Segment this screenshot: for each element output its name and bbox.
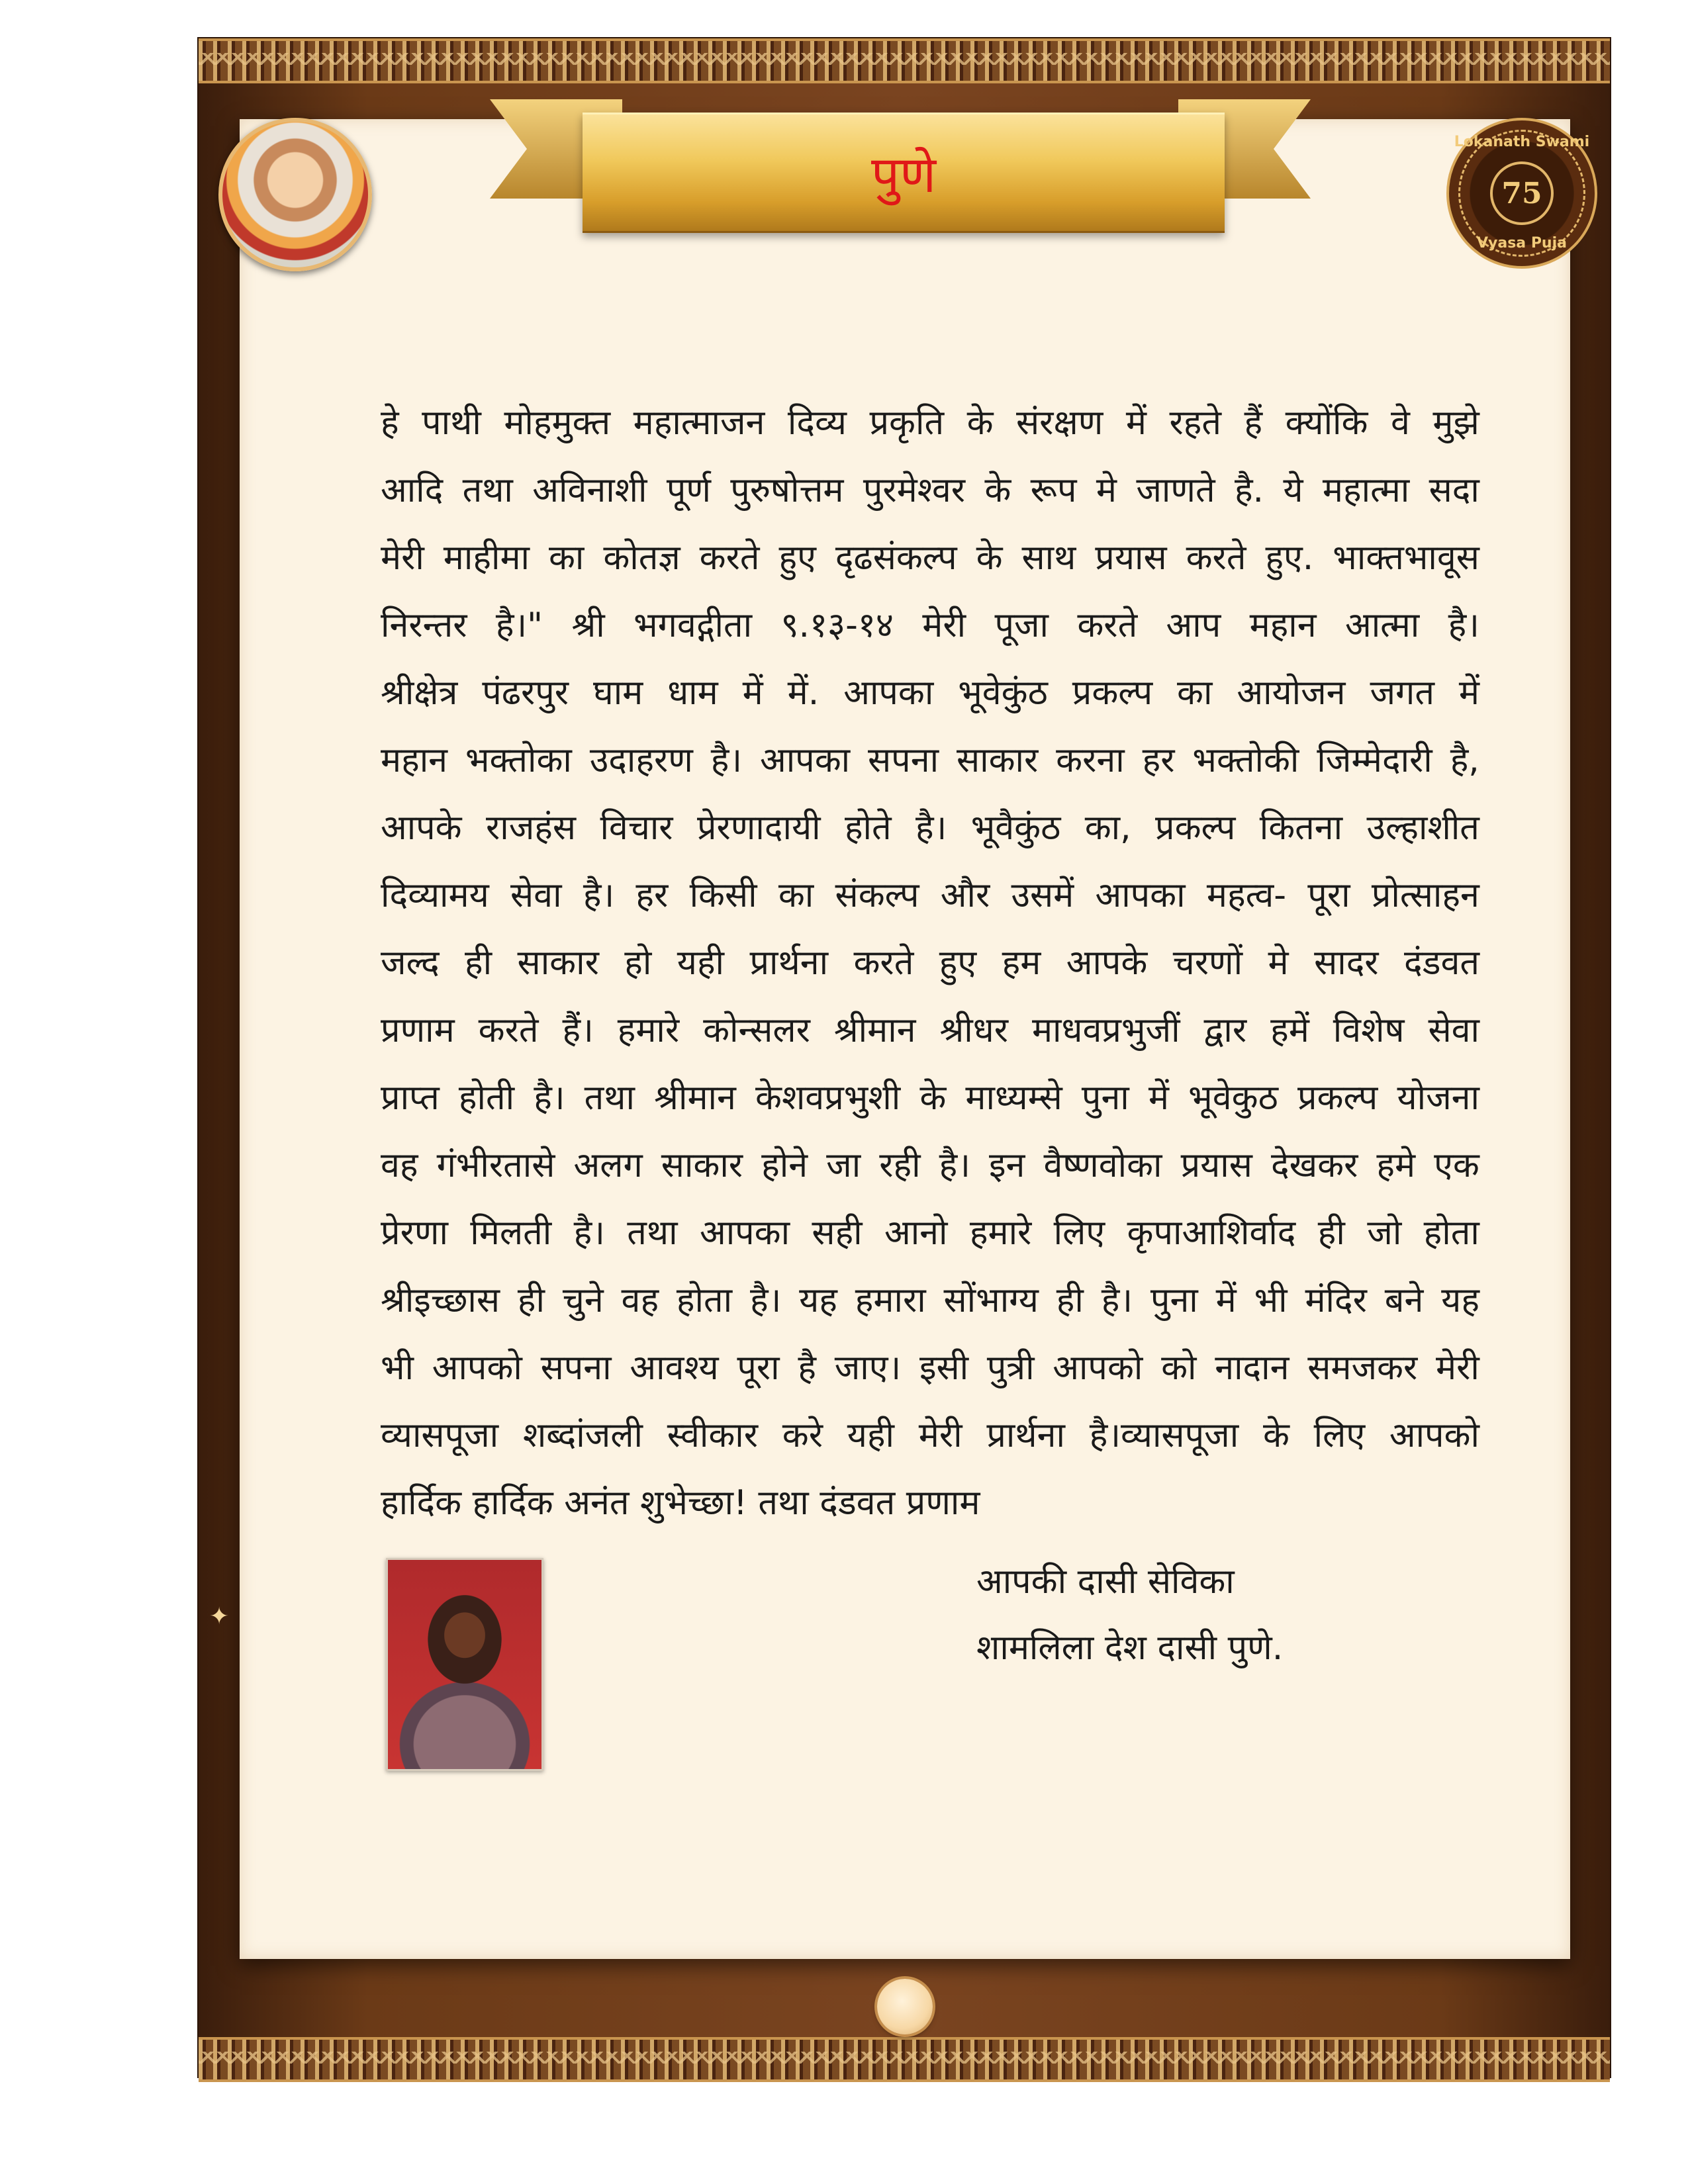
seal-bottom-text: Vyasa Puja: [1477, 235, 1567, 251]
guru-portrait: [218, 118, 372, 271]
decorative-border-bottom: [199, 2037, 1610, 2082]
bottom-ornament: [877, 1979, 933, 2034]
body-line: आपके राजहंस विचार प्रेरणादायी होते है। भूवैकुंठ का, प्रकल्प कितना उल्हाशीत: [381, 808, 1479, 848]
body-line: प्राप्त होती है। तथा श्रीमान केशवप्रभुशी के माध्यम्से पुना में भूवेकुठ प्रकल्प योजना: [381, 1078, 1479, 1118]
seal-top-text: Lokanath Swami: [1454, 134, 1590, 150]
body-line: व्यासपूजा शब्दांजली स्वीकार करे यही मेरी प्रार्थना है।व्यासपूजा के लिए आपको: [381, 1416, 1479, 1455]
body-line: प्रेरणा मिलती है। तथा आपका सही आनो हमारे लिए कृपाआशिर्वाद ही जो होता: [381, 1213, 1479, 1253]
body-line: श्रीक्षेत्र पंढरपुर घाम धाम में में. आपका भूवेकुंठ प्रकल्प का आयोजन जगत में: [381, 673, 1479, 713]
body-line: मेरी माहीमा का कोतज्ञ करते हुए दृढसंकल्प के साथ प्रयास करते हुए. भाक्तभावूस: [381, 538, 1479, 578]
body-line: हार्दिक हार्दिक अनंत शुभेच्छा! तथा दंडवत प्रणाम: [381, 1483, 980, 1523]
anniversary-seal: [1446, 118, 1597, 269]
body-line: दिव्यामय सेवा है। हर किसी का संकल्प और उसमें आपका महत्व- पूरा प्रोत्साहन: [381, 876, 1479, 915]
body-line: भी आपको सपना आवश्य पूरा है जाए। इसी पुत्री आपको को नादान समजकर मेरी: [381, 1348, 1479, 1388]
signature-line-2: शामलिला देश दासी पुणे.: [976, 1628, 1284, 1668]
body-line: श्रीइच्छास ही चुने वह होता है। यह हमारा सोंभाग्य ही है। पुना में भी मंदिर बने यह: [381, 1281, 1479, 1320]
body-line: महान भक्तोका उदाहरण है। आपका सपना साकार करना हर भक्तोकी जिम्मेदारी है,: [381, 741, 1479, 780]
body-line: आदि तथा अविनाशी पूर्ण पुरुषोत्तम पुरमेश्वर के रूप मे जाणते है. ये महात्मा सदा: [381, 471, 1479, 510]
title-ribbon: [583, 113, 1225, 233]
signature-line-1: आपकी दासी सेविका: [976, 1562, 1235, 1602]
body-line: वह गंभीरतासे अलग साकार होने जा रही है। इन वैष्णवोका प्रयास देखकर हमे एक: [381, 1146, 1479, 1185]
sparkle-icon: ✦: [209, 1603, 230, 1630]
seal-number: 75: [1490, 161, 1554, 225]
page-title: पुणे: [870, 144, 937, 204]
body-line: निरन्तर है।" श्री भगवद्गीता ९.१३-१४ मेरी पूजा करते आप महान आत्मा है।: [381, 606, 1479, 645]
body-line: जल्द ही साकार हो यही प्रार्थना करते हुए हम आपके चरणों मे सादर दंडवत: [381, 943, 1479, 983]
body-line: हे पाथी मोहमुक्त महात्माजन दिव्य प्रकृति के संरक्षण में रहते हैं क्योंकि वे मुझे: [381, 403, 1479, 443]
body-line: प्रणाम करते हैं। हमारे कोन्सलर श्रीमान श्रीधर माधवप्रभुजीं द्वार हमें विशेष सेवा: [381, 1011, 1479, 1050]
offering-text: [381, 389, 1479, 1537]
decorative-border-top: [199, 38, 1610, 83]
author-photo: [386, 1558, 543, 1771]
signature-block: [976, 1549, 1283, 1681]
